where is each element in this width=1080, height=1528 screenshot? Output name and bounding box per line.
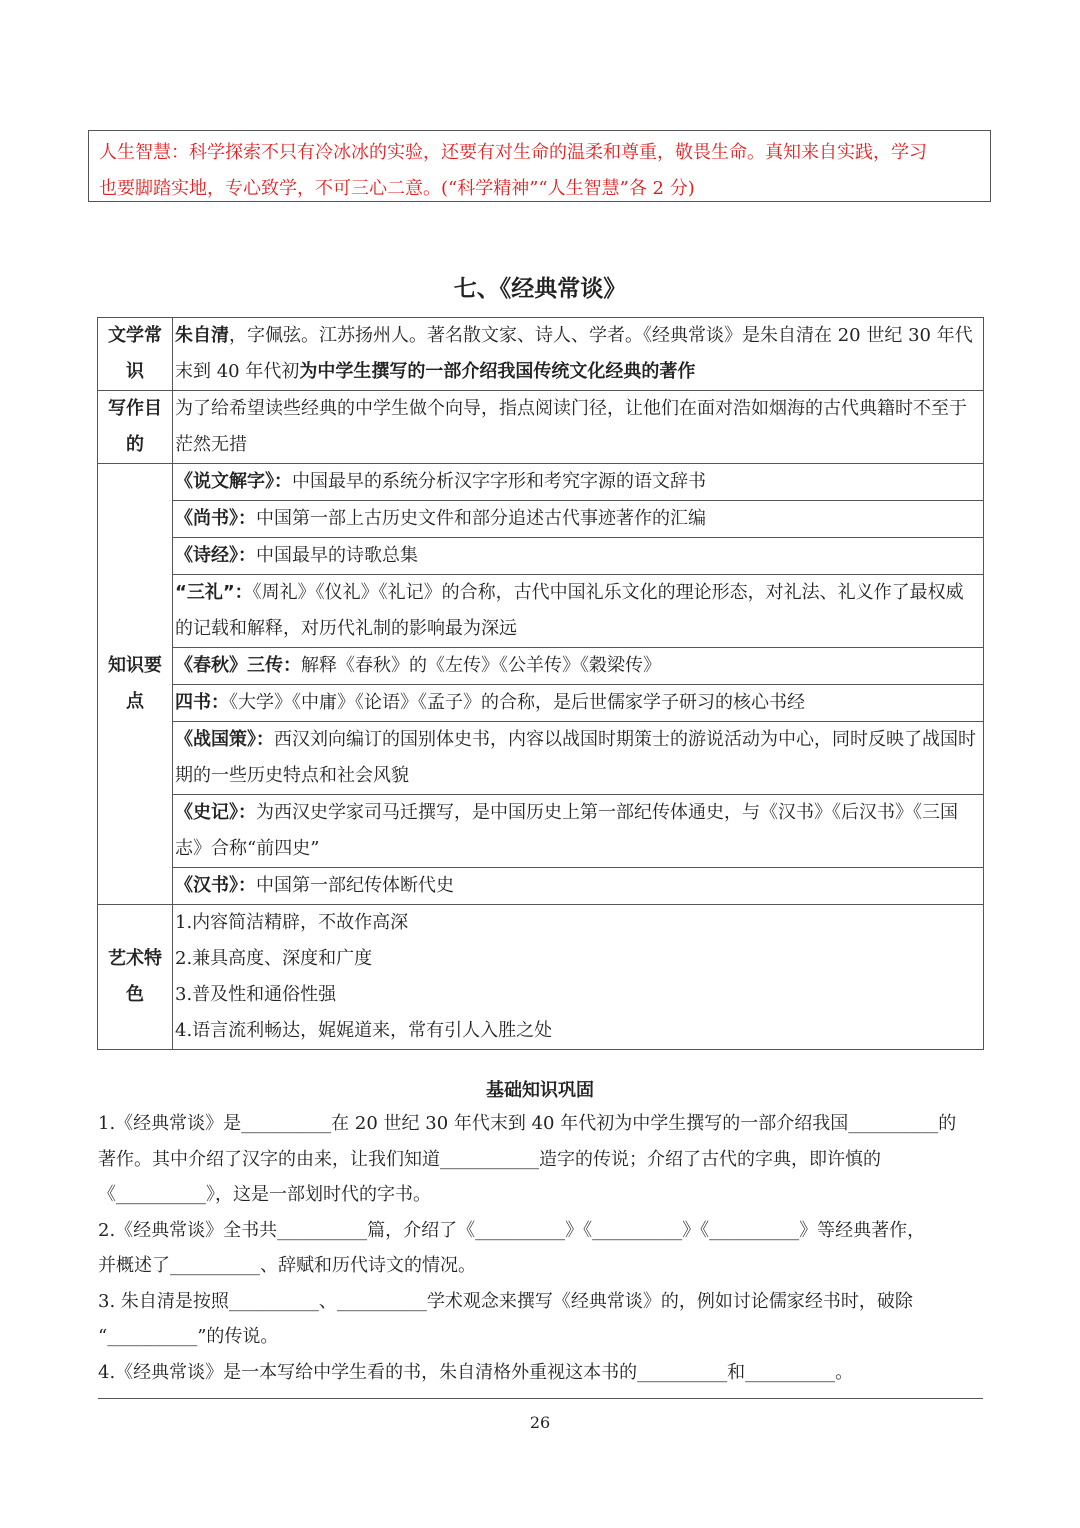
- knowledge-item: [173, 795, 984, 868]
- row-content: [173, 905, 984, 1050]
- knowledge-item: [173, 501, 984, 538]
- table-row: [98, 464, 984, 501]
- table-row: [98, 905, 984, 1050]
- question-line: 并概述了__________、辞赋和历代诗文的情况。: [98, 1255, 476, 1276]
- item-head: 四书：: [175, 692, 229, 713]
- item-head: 《汉书》：: [175, 875, 256, 896]
- table-row: [98, 391, 984, 464]
- knowledge-item: [173, 685, 984, 722]
- text: ，字佩弦。江苏扬州人。著名散文家、诗人、学者。《经典常谈》是朱自清在 20 世纪 30 年代末到 40 年代初: [175, 325, 973, 382]
- item-text: 中国第一部纪传体断代史: [256, 875, 454, 896]
- question-line: 3. 朱自清是按照__________、__________学术观念来撰写《经典常谈》的，例如讨论儒家经书时，破除: [98, 1290, 913, 1312]
- item-text: 《周礼》《仪礼》《礼记》的合称，古代中国礼乐文化的理论形态，对礼法、礼义作了最权威的记载和解释，对历代礼制的影响最为深远: [175, 582, 964, 639]
- row-label: 写作目的: [98, 391, 173, 464]
- question-line: 著作。其中介绍了汉字的由来，让我们知道___________造字的传说；介绍了古代的字典，即许慎的: [98, 1148, 881, 1170]
- item-head: 《战国策》：: [175, 729, 274, 750]
- knowledge-table: [97, 317, 984, 1050]
- item-text: 西汉刘向编订的国别体史书，内容以战国时期策士的游说活动为中心，同时反映了战国时期的一些历史特点和社会风貌: [175, 729, 976, 786]
- item-head: “三礼”：: [175, 582, 253, 603]
- question-line: 《__________》，这是一部划时代的字书。: [98, 1184, 431, 1205]
- question-line: 4.《经典常谈》是一本写给中学生看的书，朱自清格外重视这本书的__________和__________。: [98, 1361, 854, 1383]
- page-number: 26: [529, 1413, 551, 1432]
- question-line: 1.《经典常谈》是__________在 20 世纪 30 年代末到 40 年代初为中学生撰写的一部介绍我国__________的: [98, 1113, 957, 1134]
- item-head: 《史记》：: [175, 802, 256, 823]
- art-item: 2.兼具高度、深度和广度: [175, 948, 373, 969]
- item-head: 《诗经》：: [175, 545, 256, 566]
- item-head: 《说文解字》：: [175, 471, 292, 492]
- item-text: 为西汉史学家司马迁撰写，是中国历史上第一部纪传体通史，与《汉书》《后汉书》《三国志》合称“前四史”: [175, 802, 958, 859]
- section-title: 七、《经典常谈》: [453, 276, 627, 302]
- knowledge-item: [173, 464, 984, 501]
- art-item: 1.内容简洁精辟，不故作高深: [175, 912, 409, 933]
- answer-line: 人生智慧：科学探索不只有冷冰冰的实验，还要有对生命的温柔和尊重，敬畏生命。真知来自实践，学习: [99, 142, 927, 163]
- row-content: 为了给希望读些经典的中学生做个向导，指点阅读门径，让他们在面对浩如烟海的古代典籍时不至于茫然无措: [173, 391, 984, 464]
- row-label: 艺术特色: [98, 905, 173, 1050]
- answer-line: 也要脚踏实地，专心致学，不可三心二意。(“科学精神”“人生智慧”各 2 分): [99, 178, 695, 199]
- exercise-title: 基础知识巩固: [486, 1080, 594, 1101]
- art-item: 4.语言流利畅达，娓娓道来，常有引人入胜之处: [175, 1020, 553, 1041]
- row-label: 知识要点: [98, 464, 173, 905]
- art-item: 3.普及性和通俗性强: [175, 984, 337, 1005]
- footer-divider: [98, 1398, 983, 1399]
- bold-text: 为中学生撰写的一部介绍我国传统文化经典的著作: [299, 361, 696, 382]
- item-text: 解释《春秋》的《左传》《公羊传》《穀梁传》: [301, 655, 661, 676]
- item-text: 《大学》《中庸》《论语》《孟子》的合称，是后世儒家学子研习的核心书经: [229, 692, 805, 713]
- knowledge-item: [173, 722, 984, 795]
- bold-text: 朱自清: [175, 325, 229, 346]
- item-text: 中国第一部上古历史文件和部分追述古代事迹著作的汇编: [256, 508, 706, 529]
- table-row: [98, 318, 984, 391]
- knowledge-item: [173, 575, 984, 648]
- knowledge-item: [173, 648, 984, 685]
- item-text: 中国最早的诗歌总集: [256, 545, 418, 566]
- knowledge-item: [173, 538, 984, 575]
- knowledge-item: [173, 868, 984, 905]
- answer-box: [88, 130, 991, 202]
- row-content: [173, 318, 984, 391]
- row-label: 文学常识: [98, 318, 173, 391]
- item-text: 中国最早的系统分析汉字字形和考究字源的语文辞书: [292, 471, 706, 492]
- question-line: 2.《经典常谈》全书共__________篇，介绍了《__________》《__________》《__________》等经典著作，: [98, 1219, 926, 1241]
- question-line: “__________”的传说。: [98, 1326, 279, 1347]
- item-head: 《尚书》：: [175, 508, 256, 529]
- item-head: 《春秋》三传：: [175, 655, 301, 676]
- question-list: [98, 1106, 983, 1390]
